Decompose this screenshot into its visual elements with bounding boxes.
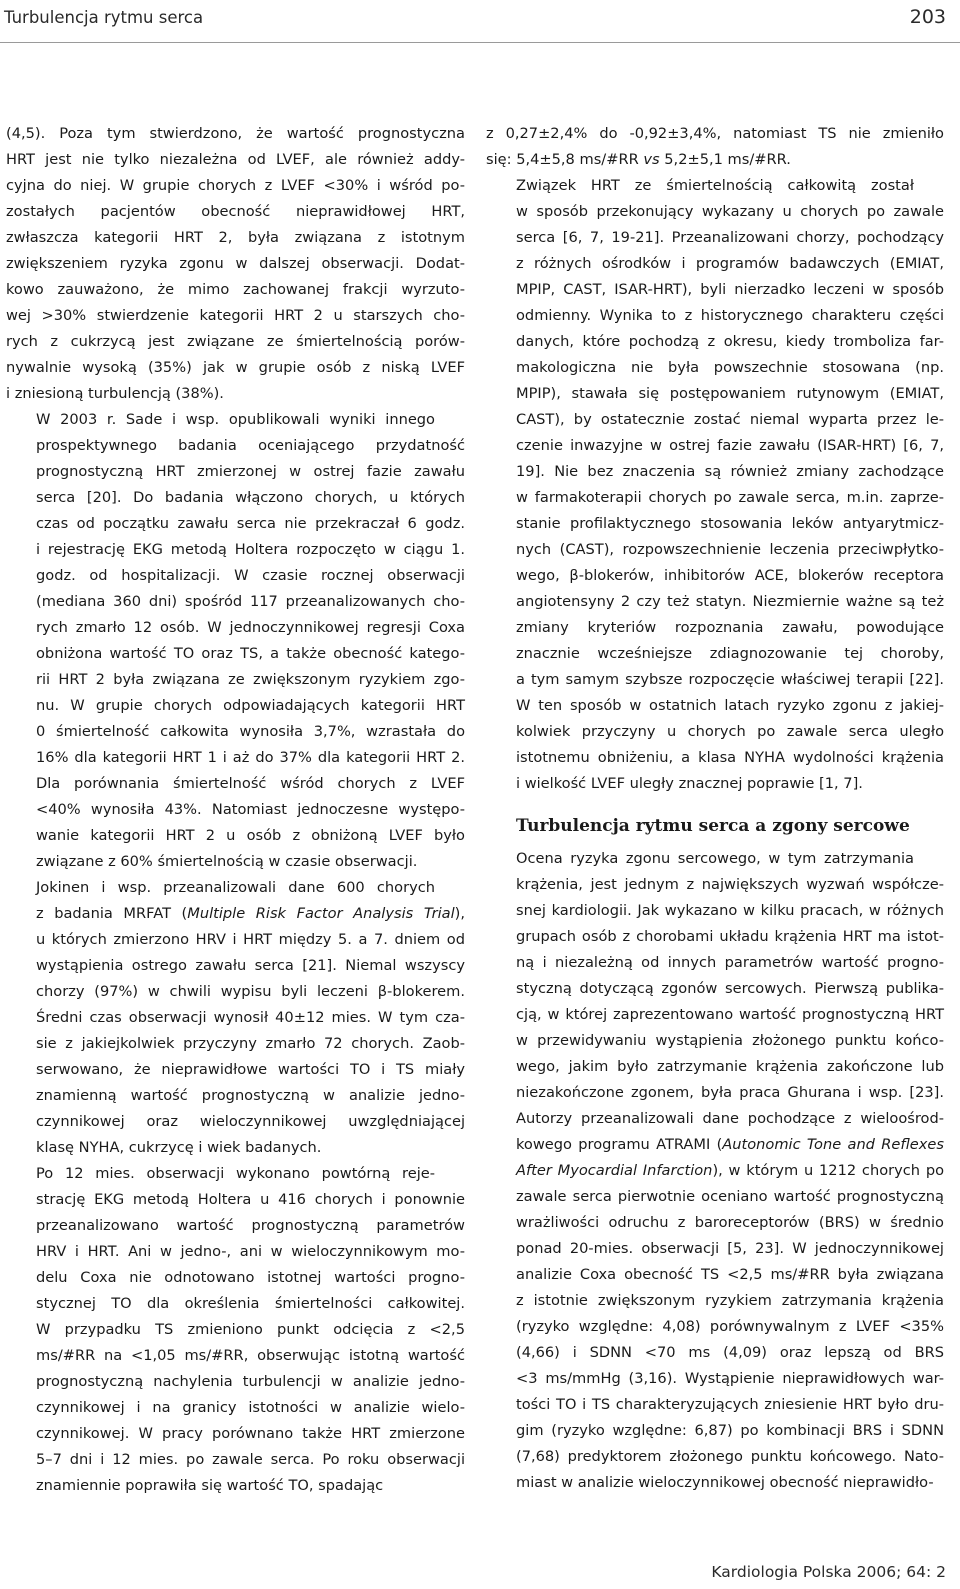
text-line: zwiększeniem ryzyka zgonu w dalszej obserwacji. Dodat- (6, 255, 465, 272)
text-line: wego, β-blokerów, inhibitorów ACE, blokerów receptora (516, 567, 944, 584)
running-title: Turbulencja rytmu serca (4, 8, 204, 27)
text-line: Po 12 mies. obserwacji wykonano powtórną reje- (36, 1165, 435, 1182)
page-header (0, 0, 960, 43)
text-line: związane z 60% śmiertelnością w czasie obserwacji. (36, 853, 418, 870)
text-line: (7,68) predyktorem złożonego punktu końcowego. Nato- (516, 1448, 944, 1465)
text-line: chorzy (97%) w chwili wypisu byli leczeni β-blokerem. (36, 983, 465, 1000)
text-line: Ocena ryzyka zgonu sercowego, w tym zatrzymania (516, 850, 914, 867)
text-line: gim (ryzyko względne: 6,87) po kombinacji BRS i SDNN (516, 1422, 944, 1439)
text-line: After Myocardial Infarction), w którym u 1212 chorych po (516, 1162, 945, 1179)
text-line: przeanalizowano wartość prognostyczną parametrów (36, 1217, 465, 1234)
text-line: wego, jakim było zatrzymanie krążenia zakończone lub (516, 1058, 944, 1075)
text-line: 0 śmiertelność całkowita wynosiła 3,7%, wzrastała do (36, 723, 465, 740)
text-line: i wielkość LVEF uległy znacznej poprawie [1, 7]. (516, 775, 863, 792)
text-line: ponad 20-mies. obserwacji [5, 23]. W jednoczynnikowej (516, 1240, 944, 1257)
text-line: w sposób przekonujący wykazany u chorych po zawale (516, 203, 944, 220)
text-line: stanie profilaktycznego stosowania leków antyarytmicz- (516, 515, 944, 532)
text-line: czynnikowej i na granicy istotności w analizie wielo- (36, 1399, 465, 1416)
text-line: z badania MRFAT (Multiple Risk Factor Analysis Trial), (36, 905, 465, 922)
journal-footer: Kardiologia Polska 2006; 64: 2 (711, 1563, 946, 1581)
right-column-top-text (486, 121, 944, 797)
text-line: w farmakoterapii chorych po zawale serca, m.in. zaprze- (516, 489, 944, 506)
text-line: Dla porównania śmiertelność wśród chorych z LVEF (36, 775, 465, 792)
text-line: Związek HRT ze śmiertelnością całkowitą został (516, 177, 914, 194)
header-divider (0, 42, 960, 43)
text-line: Średni czas obserwacji wynosił 40±12 mies. W tym cza- (36, 1009, 465, 1026)
right-column-section-text (486, 846, 944, 1496)
text-line: prognostyczną nachylenia turbulencji w analizie jedno- (36, 1373, 465, 1390)
text-line: nu. W grupie chorych odpowiadających kategorii HRT (36, 697, 465, 714)
text-line: delu Coxa nie odnotowano istotnej wartości progno- (36, 1269, 465, 1286)
text-line: rych zmarło 12 osób. W jednoczynnikowej regresji Coxa (36, 619, 465, 636)
text-line: (ryzyko względne: 4,08) porównywalnym z LVEF <35% (516, 1318, 944, 1335)
text-line: stycznej TO dla określenia śmiertelności całkowitej. (36, 1295, 465, 1312)
text-line: snej kardiologii. Jak wykazano w kilku pracach, w różnych (516, 902, 944, 919)
text-line: analizie Coxa obecność TS <2,5 ms/#RR była związana (516, 1266, 944, 1283)
text-line: strację EKG metodą Holtera u 416 chorych i ponownie (36, 1191, 465, 1208)
text-line: czenie inwazyjne w ostrej fazie zawału (ISAR-HRT) [6, 7, (516, 437, 944, 454)
text-line: niezakończone zgonem, była praca Ghurana i wsp. [23]. (516, 1084, 944, 1101)
text-line: <3 ms/mmHg (3,16). Wystąpienie nieprawidłowych war- (516, 1370, 944, 1387)
text-line: prospektywnego badania oceniającego przydatność (36, 437, 465, 454)
text-line: prognostyczną HRT zmierzonej w ostrej fazie zawału (36, 463, 465, 480)
text-line: (mediana 360 dni) spośród 117 przeanalizowanych cho- (36, 593, 465, 610)
text-line: danych, które pochodzą z okresu, kiedy tromboliza far- (516, 333, 944, 350)
text-line: z różnych ośrodków i programów badawczych (EMIAT, (516, 255, 944, 272)
text-line: zostałych pacjentów obecność nieprawidłowej HRT, (6, 203, 465, 220)
text-line: krążenia, jest jednym z największych wyzwań współcze- (516, 876, 944, 893)
text-line: znamiennie poprawiła się wartość TO, spadając (36, 1477, 384, 1494)
text-line: kowego programu ATRAMI (Autonomic Tone and Reflexes (516, 1136, 944, 1153)
right-column (486, 121, 944, 1496)
text-line: MPIP), stawała się postępowaniem rutynowym (EMIAT, (516, 385, 944, 402)
text-line: Jokinen i wsp. przeanalizowali dane 600 chorych (36, 879, 435, 896)
text-line: znamienną wartość prognostyczną w analizie jedno- (36, 1087, 465, 1104)
text-line: nych (CAST), rozpowszechnienie leczenia przeciwpłytko- (516, 541, 944, 558)
section-heading: Turbulencja rytmu serca a zgony sercowe (516, 816, 910, 836)
text-line: serca [6, 7, 19-21]. Przeanalizowani chorzy, pochodzący (516, 229, 944, 246)
text-line: HRV i HRT. Ani w jedno-, ani w wieloczynnikowym mo- (36, 1243, 465, 1260)
text-line: wanie kategorii HRT 2 u osób z obniżoną LVEF było (36, 827, 465, 844)
left-column (6, 121, 465, 1499)
text-line: odmienny. Wynika to z historycznego charakteru części (516, 307, 944, 324)
text-line: serca [20]. Do badania włączono chorych, u których (36, 489, 465, 506)
text-line: się: 5,4±5,8 ms/#RR vs 5,2±5,1 ms/#RR. (486, 151, 791, 168)
text-line: zwłaszcza kategorii HRT 2, była związana z istotnym (6, 229, 465, 246)
text-line: <40% wynosiła 43%. Natomiast jednoczesne występo- (36, 801, 465, 818)
text-line: (4,66) i SDNN <70 ms (4,09) oraz lepszą od BRS (516, 1344, 944, 1361)
text-line: serwowano, że nieprawidłowe wartości TO i TS miały (36, 1061, 465, 1078)
text-line: wrażliwości odruchu z baroreceptorów (BRS) w średnio (516, 1214, 944, 1231)
text-line: miast w analizie wieloczynnikowej obecność nieprawidło- (516, 1474, 934, 1491)
text-line: obniżona wartość TO oraz TS, a także obecność katego- (36, 645, 465, 662)
text-line: 5–7 dni i 12 mies. po zawale serca. Po roku obserwacji (36, 1451, 465, 1468)
paragraph (486, 846, 944, 1496)
text-line: 16% dla kategorii HRT 1 i aż do 37% dla kategorii HRT 2. (36, 749, 465, 766)
text-line: W 2003 r. Sade i wsp. opublikowali wyniki innego (36, 411, 435, 428)
text-line: angiotensyny 2 czy też statyn. Niezmiernie ważne są też (516, 593, 944, 610)
text-line: styczną dotyczącą zgonów sercowych. Pierwszą publika- (516, 980, 944, 997)
text-line: zmiany kryteriów rozpoznania zawału, powodujące (516, 619, 944, 636)
text-line: i zniesioną turbulencją (38%). (6, 385, 224, 402)
text-line: znacznie wcześniejsze zdiagnozowanie tej choroby, (516, 645, 944, 662)
text-line: godz. od hospitalizacji. W czasie rocznej obserwacji (36, 567, 465, 584)
text-line: istotnemu obniżeniu, a klasa NYHA wydolności krążenia (516, 749, 944, 766)
text-line: MPIP, CAST, ISAR-HRT), byli nierzadko leczeni w sposób (516, 281, 944, 298)
paragraph (6, 121, 465, 407)
text-line: z istotnie zwiększonym ryzykiem zatrzymania krążenia (516, 1292, 944, 1309)
paragraph (486, 173, 944, 797)
text-line: ms/#RR na <1,05 ms/#RR, obserwując istotną wartość (36, 1347, 465, 1364)
text-line: ną i niezależną od innych parametrów wartość progno- (516, 954, 944, 971)
text-line: klasę NYHA, cukrzycę i wiek badanych. (36, 1139, 322, 1156)
text-line: cyjna do niej. W grupie chorych z LVEF <30% i wśród po- (6, 177, 465, 194)
text-line: wystąpienia ostrego zawału serca [21]. Niemal wszyscy (36, 957, 465, 974)
text-line: z 0,27±2,4% do -0,92±3,4%, natomiast TS nie zmieniło (486, 125, 944, 142)
text-line: tości TO i TS charakteryzujących zniesienie HRT było dru- (516, 1396, 944, 1413)
text-line: grupach osób z chorobami układu krążenia HRT ma istot- (516, 928, 944, 945)
paragraph (6, 407, 465, 875)
text-line: (4,5). Poza tym stwierdzono, że wartość prognostyczna (6, 125, 465, 142)
text-line: HRT jest nie tylko niezależna od LVEF, ale również addy- (6, 151, 465, 168)
text-line: rii HRT 2 była związana ze zwiększonym ryzykiem zgo- (36, 671, 465, 688)
text-line: czynnikowej. W pracy porównano także HRT zmierzone (36, 1425, 465, 1442)
text-line: nywalnie wysoką (35%) jak w grupie osób z niską LVEF (6, 359, 465, 376)
page-number: 203 (909, 6, 946, 28)
paragraph (6, 875, 465, 1161)
text-line: czas od początku zawału serca nie przekraczał 6 godz. (36, 515, 465, 532)
text-line: u których zmierzono HRV i HRT między 5. a 7. dniem od (36, 931, 465, 948)
paragraph (6, 1161, 465, 1499)
text-line: zawale serca pierwotnie oceniano wartość prognostyczną (516, 1188, 944, 1205)
text-line: sie z jakiejkolwiek przyczyny zmarło 72 chorych. Zaob- (36, 1035, 465, 1052)
text-line: wej >30% stwierdzenie kategorii HRT 2 u starszych cho- (6, 307, 465, 324)
text-line: czynnikowej oraz wieloczynnikowej uwzględniającej (36, 1113, 465, 1130)
paragraph (486, 121, 944, 173)
text-line: kowo zauważono, że mimo zachowanej frakcji wyrzuto- (6, 281, 465, 298)
text-line: 19]. Nie bez znaczenia są również zmiany zachodzące (516, 463, 944, 480)
text-line: Autorzy przeanalizowali dane pochodzące z wieloośrod- (516, 1110, 944, 1127)
text-line: a tym samym szybsze rozpoczęcie właściwej terapii [22]. (516, 671, 944, 688)
text-line: rych z cukrzycą jest związane ze śmiertelnością porów- (6, 333, 465, 350)
text-line: makologiczna nie była powszechnie stosowana (np. (516, 359, 944, 376)
text-line: cją, w której zaprezentowano wartość prognostyczną HRT (516, 1006, 944, 1023)
text-line: W ten sposób w ostatnich latach ryzyko zgonu z jakiej- (516, 697, 944, 714)
text-line: kolwiek przyczyny u chorych po zawale serca uległo (516, 723, 944, 740)
text-line: CAST), by ostatecznie zostać niemal wyparta przez le- (516, 411, 944, 428)
text-line: W przypadku TS zmieniono punkt odcięcia z <2,5 (36, 1321, 465, 1338)
text-line: w przewidywaniu wystąpienia złożonego punktu końco- (516, 1032, 944, 1049)
text-line: i rejestrację EKG metodą Holtera rozpoczęto w ciągu 1. (36, 541, 465, 558)
